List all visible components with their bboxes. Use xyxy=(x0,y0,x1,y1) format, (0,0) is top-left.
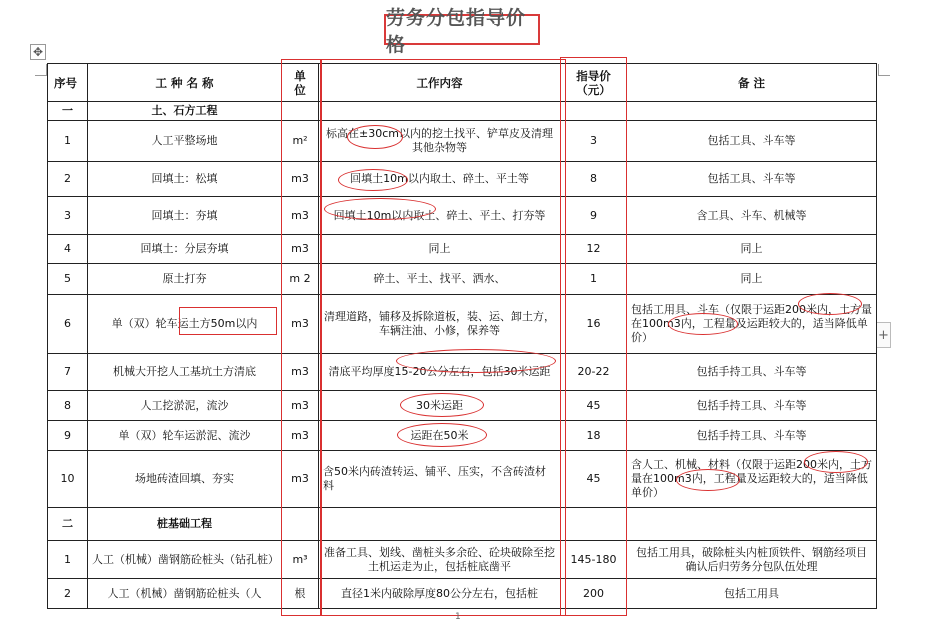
table-row xyxy=(48,235,877,264)
cell-name: 人工（机械）凿钢筋砼桩头（钻孔桩） xyxy=(88,541,282,579)
cell-content: 直径1米内破除厚度80公分左右，包括桩 xyxy=(319,579,561,609)
crop-mark-top-left xyxy=(35,64,47,76)
cell-seq: 一 xyxy=(48,102,88,121)
table-row xyxy=(48,162,877,197)
cell-seq: 1 xyxy=(48,541,88,579)
cell-content: 标高在±30cm以内的挖土找平、铲草皮及清理其他杂物等 xyxy=(319,121,561,162)
cell-unit: 根 xyxy=(282,579,319,609)
table-row xyxy=(48,421,877,451)
cell-price: 3 xyxy=(561,121,627,162)
cell-name: 原土打夯 xyxy=(88,264,282,295)
cell-name: 单（双）轮车运淤泥、流沙 xyxy=(88,421,282,451)
cell-unit: m3 xyxy=(282,354,319,391)
cell-empty xyxy=(282,102,319,121)
cell-content: 回填土10m以内取土、碎土、平土、打夯等 xyxy=(319,197,561,235)
table-row xyxy=(48,541,877,579)
cell-unit: m3 xyxy=(282,391,319,421)
header-price: 指导价 （元） xyxy=(561,64,627,102)
cell-remark: 包括工用具、斗车（仅限于运距200米内，土方量在100m3内，工程量及运距较大的，适当降低单价） xyxy=(627,295,877,354)
table-header-row xyxy=(48,64,877,102)
cell-name: 场地砖渣回填、夯实 xyxy=(88,451,282,508)
cell-unit: m3 xyxy=(282,421,319,451)
cell-name: 人工平整场地 xyxy=(88,121,282,162)
cell-empty xyxy=(561,508,627,541)
cell-price: 145-180 xyxy=(561,541,627,579)
cell-content: 运距在50米 xyxy=(319,421,561,451)
cell-unit: m² xyxy=(282,121,319,162)
cell-remark: 包括手持工具、斗车等 xyxy=(627,391,877,421)
cell-seq: 2 xyxy=(48,162,88,197)
cell-seq: 7 xyxy=(48,354,88,391)
cell-name: 土、石方工程 xyxy=(88,102,282,121)
cell-empty xyxy=(319,102,561,121)
cell-remark: 包括工具、斗车等 xyxy=(627,162,877,197)
cell-content: 同上 xyxy=(319,235,561,264)
cell-name: 回填土：松填 xyxy=(88,162,282,197)
cell-name: 回填土：分层夯填 xyxy=(88,235,282,264)
cell-seq: 4 xyxy=(48,235,88,264)
table-row xyxy=(48,391,877,421)
cell-content: 30米运距 xyxy=(319,391,561,421)
cell-price: 8 xyxy=(561,162,627,197)
cell-unit: m 2 xyxy=(282,264,319,295)
cell-price: 45 xyxy=(561,451,627,508)
cell-name: 人工挖淤泥，流沙 xyxy=(88,391,282,421)
table-row xyxy=(48,264,877,295)
cell-content: 清理道路，铺移及拆除道板，装、运、卸土方，车辆注油、小修，保养等 xyxy=(319,295,561,354)
header-remark: 备 注 xyxy=(627,64,877,102)
cell-unit: m3 xyxy=(282,197,319,235)
cell-content: 回填土10m以内取土、碎土、平土等 xyxy=(319,162,561,197)
cell-seq: 6 xyxy=(48,295,88,354)
cell-remark: 含人工、机械、材料（仅限于运距200米内，土方量在100m3内，工程量及运距较大的，适当降低单价） xyxy=(627,451,877,508)
cell-remark: 同上 xyxy=(627,264,877,295)
table-row xyxy=(48,579,877,609)
cell-content: 碎土、平土、找平、洒水、 xyxy=(319,264,561,295)
cell-price: 9 xyxy=(561,197,627,235)
cell-seq: 3 xyxy=(48,197,88,235)
table-row xyxy=(48,121,877,162)
section-row xyxy=(48,102,877,121)
header-seq: 序号 xyxy=(48,64,88,102)
cell-name: 单（双）轮车运土方50m以内 xyxy=(88,295,282,354)
cell-empty xyxy=(319,508,561,541)
cell-content: 含50米内砖渣转运、铺平、压实，不含砖渣材料 xyxy=(319,451,561,508)
cell-seq: 1 xyxy=(48,121,88,162)
header-unit: 单 位 xyxy=(282,64,319,102)
cell-remark: 含工具、斗车、机械等 xyxy=(627,197,877,235)
cell-price: 200 xyxy=(561,579,627,609)
cell-empty xyxy=(627,508,877,541)
header-name: 工 种 名 称 xyxy=(88,64,282,102)
cell-price: 12 xyxy=(561,235,627,264)
cell-seq: 9 xyxy=(48,421,88,451)
cell-empty xyxy=(282,508,319,541)
cell-unit: m3 xyxy=(282,235,319,264)
cell-empty xyxy=(627,102,877,121)
cell-seq: 5 xyxy=(48,264,88,295)
plus-icon[interactable]: + xyxy=(876,322,891,348)
page-number: 1 xyxy=(455,612,461,622)
price-table xyxy=(47,63,877,609)
cell-remark: 包括工具、斗车等 xyxy=(627,121,877,162)
cell-seq: 8 xyxy=(48,391,88,421)
cell-remark: 包括手持工具、斗车等 xyxy=(627,421,877,451)
cell-content: 准备工具、划线、凿桩头多余砼、砼块破除至挖土机运走为止，包括桩底凿平 xyxy=(319,541,561,579)
table-row xyxy=(48,197,877,235)
cell-name: 桩基础工程 xyxy=(88,508,282,541)
cell-seq: 二 xyxy=(48,508,88,541)
cell-unit: m3 xyxy=(282,162,319,197)
page-title: 劳务分包指导价格 xyxy=(384,14,540,45)
cell-price: 45 xyxy=(561,391,627,421)
cell-unit: m³ xyxy=(282,541,319,579)
cell-unit: m3 xyxy=(282,295,319,354)
section-row xyxy=(48,508,877,541)
move-icon[interactable]: ✥ xyxy=(30,44,46,60)
cell-empty xyxy=(561,102,627,121)
table-row xyxy=(48,451,877,508)
header-content: 工作内容 xyxy=(319,64,561,102)
cell-unit: m3 xyxy=(282,451,319,508)
cell-content: 清底平均厚度15-20公分左右，包括30米运距 xyxy=(319,354,561,391)
cell-remark: 包括手持工具、斗车等 xyxy=(627,354,877,391)
cell-remark: 包括工用具 xyxy=(627,579,877,609)
cell-seq: 2 xyxy=(48,579,88,609)
cell-price: 1 xyxy=(561,264,627,295)
cell-price: 16 xyxy=(561,295,627,354)
cell-seq: 10 xyxy=(48,451,88,508)
table-row xyxy=(48,354,877,391)
cell-price: 18 xyxy=(561,421,627,451)
cell-name: 机械大开挖人工基坑土方清底 xyxy=(88,354,282,391)
table-row xyxy=(48,295,877,354)
cell-price: 20-22 xyxy=(561,354,627,391)
cell-name: 回填土：夯填 xyxy=(88,197,282,235)
cell-remark: 包括工用具，破除桩头内桩顶铁件、钢筋经项目确认后归劳务分包队伍处理 xyxy=(627,541,877,579)
cell-name: 人工（机械）凿钢筋砼桩头（人 xyxy=(88,579,282,609)
cell-remark: 同上 xyxy=(627,235,877,264)
crop-mark-top-right xyxy=(878,64,890,76)
